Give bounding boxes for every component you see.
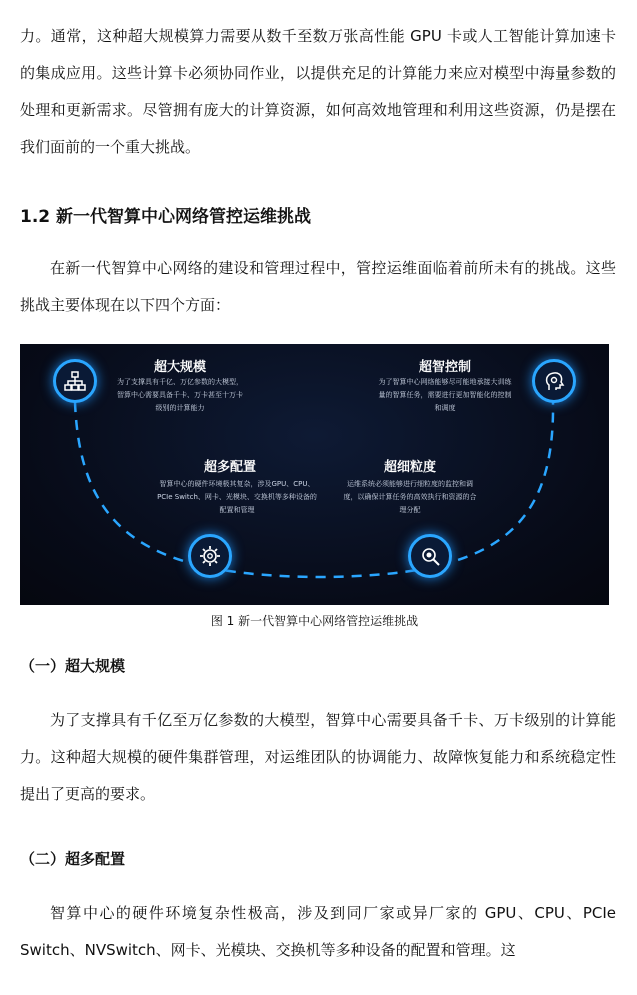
section-heading: 1.2 新一代智算中心网络管控运维挑战 bbox=[20, 207, 312, 227]
challenge-desc-control: 为了智算中心网络能够尽可能地承接大训练量的智算任务，需要进行更加智能化的控制和调度 bbox=[378, 378, 512, 412]
challenge-desc-config: 智算中心的硬件环境极其复杂，涉及GPU、CPU、PCIe Switch、网卡、光模块、交换机等多种设备的配置和管理 bbox=[157, 480, 317, 514]
figure-caption: 图 1 新一代智算中心网络管控运维挑战 bbox=[210, 614, 419, 628]
challenge-intro-paragraph: 在新一代智算中心网络的建设和管理过程中，管控运维面临着前所未有的挑战。这些挑战主要体现在以下四个方面： bbox=[20, 259, 616, 314]
config-paragraph: 智算中心的硬件环境复杂性极高，涉及到同厂家或异厂家的 GPU、CPU、PCIe Switch、NVSwitch、网卡、光模块、交换机等多种设备的配置和管理。这 bbox=[20, 904, 616, 959]
subsection-heading-config: （二）超多配置 bbox=[20, 850, 126, 868]
scale-paragraph: 为了支撑具有千亿至万亿参数的大模型，智算中心需要具备千卡、万卡级别的计算能力。这种超大规模的硬件集群管理，对运维团队的协调能力、故障恢复能力和系统稳定性提出了更高的要求。 bbox=[20, 711, 616, 803]
challenge-title-config: 超多配置 bbox=[203, 460, 256, 475]
challenge-title-granularity: 超细粒度 bbox=[383, 460, 436, 475]
challenge-figure bbox=[20, 344, 609, 605]
challenge-title-control: 超智控制 bbox=[418, 360, 471, 375]
challenge-title-scale: 超大规模 bbox=[153, 360, 206, 375]
magnifier-icon bbox=[408, 534, 452, 578]
subsection-heading-scale: （一）超大规模 bbox=[20, 657, 126, 675]
gear-icon bbox=[188, 534, 232, 578]
ai-head-icon bbox=[532, 359, 576, 403]
hierarchy-icon bbox=[53, 359, 97, 403]
intro-paragraph: 力。通常，这种超大规模算力需要从数千至数万张高性能 GPU 卡或人工智能计算加速卡的集成应用。这些计算卡必须协同作业，以提供充足的计算能力来应对模型中海量参数的处理和更新需求。尽管拥有庞大的计算资源，如何高效地管理和利用这些资源，仍是摆在我们面前的一个重大挑战。 bbox=[20, 27, 616, 156]
challenge-desc-granularity: 运维系统必须能够进行细粒度的监控和调度，以确保计算任务的高效执行和资源的合理分配 bbox=[343, 480, 477, 514]
challenge-desc-scale: 为了支撑具有千亿、万亿参数的大模型，智算中心需要具备千卡、万卡甚至十万卡级别的计算能力 bbox=[117, 378, 243, 412]
dashed-arc bbox=[20, 344, 609, 605]
